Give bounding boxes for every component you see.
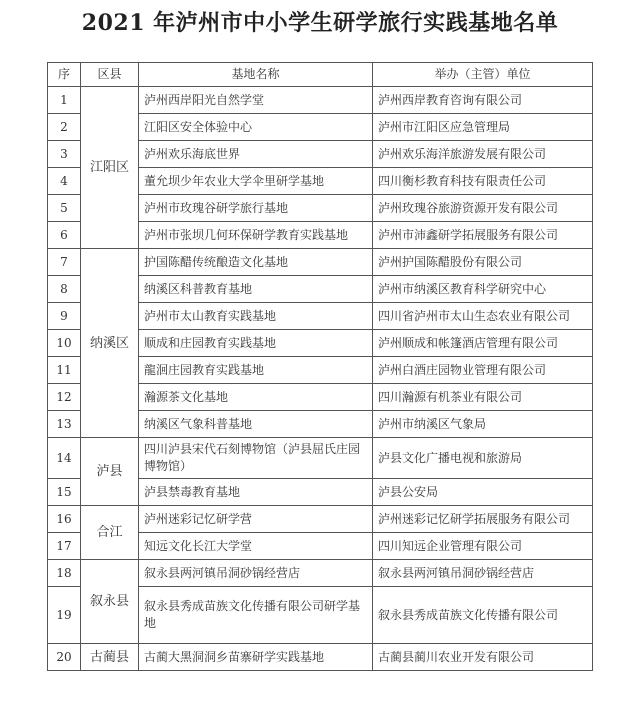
cell-district: 纳溪区 xyxy=(81,249,139,438)
cell-no: 14 xyxy=(48,438,81,479)
cell-base-name: 叙永县两河镇吊洞砂锅经营店 xyxy=(139,560,373,587)
cell-no: 6 xyxy=(48,222,81,249)
cell-organizer: 四川知远企业管理有限公司 xyxy=(373,533,593,560)
cell-organizer: 泸州护国陈醋股份有限公司 xyxy=(373,249,593,276)
cell-base-name: 泸州欢乐海底世界 xyxy=(139,141,373,168)
table-row xyxy=(48,249,593,276)
cell-organizer: 泸州市纳溪区气象局 xyxy=(373,411,593,438)
cell-district: 古蔺县 xyxy=(81,644,139,671)
table-row xyxy=(48,644,593,671)
cell-district: 合江 xyxy=(81,506,139,560)
document-title: 2021 年泸州市中小学生研学旅行实践基地名单 xyxy=(81,10,559,36)
cell-organizer: 泸州白酒庄园物业管理有限公司 xyxy=(373,357,593,384)
cell-base-name: 古蔺大黑洞洞乡苗寨研学实践基地 xyxy=(139,644,373,671)
cell-no: 2 xyxy=(48,114,81,141)
cell-organizer: 泸州市纳溪区教育科学研究中心 xyxy=(373,276,593,303)
cell-organizer: 四川瀚源有机茶业有限公司 xyxy=(373,384,593,411)
cell-base-name: 泸州市太山教育实践基地 xyxy=(139,303,373,330)
cell-base-name: 顺成和庄园教育实践基地 xyxy=(139,330,373,357)
cell-organizer: 泸州迷彩记忆研学拓展服务有限公司 xyxy=(373,506,593,533)
cell-base-name: 泸州市张坝几何环保研学教育实践基地 xyxy=(139,222,373,249)
cell-organizer: 泸州欢乐海洋旅游发展有限公司 xyxy=(373,141,593,168)
cell-organizer: 泸州西岸教育咨询有限公司 xyxy=(373,87,593,114)
cell-base-name: 护国陈醋传统酿造文化基地 xyxy=(139,249,373,276)
cell-no: 13 xyxy=(48,411,81,438)
cell-base-name: 四川泸县宋代石刻博物馆（泸县屈氏庄园博物馆） xyxy=(139,438,373,479)
cell-organizer: 四川省泸州市太山生态农业有限公司 xyxy=(373,303,593,330)
cell-base-name: 董允坝少年农业大学伞里研学基地 xyxy=(139,168,373,195)
cell-no: 11 xyxy=(48,357,81,384)
cell-organizer: 泸州顺成和帐篷酒店管理有限公司 xyxy=(373,330,593,357)
cell-no: 5 xyxy=(48,195,81,222)
table-row xyxy=(48,560,593,587)
cell-no: 3 xyxy=(48,141,81,168)
cell-base-name: 泸州西岸阳光自然学堂 xyxy=(139,87,373,114)
header-no: 序 xyxy=(48,63,81,87)
header-base-name: 基地名称 xyxy=(139,63,373,87)
cell-organizer: 泸州玫瑰谷旅游资源开发有限公司 xyxy=(373,195,593,222)
cell-district: 叙永县 xyxy=(81,560,139,644)
base-list-table xyxy=(47,62,593,671)
cell-organizer: 泸州市江阳区应急管理局 xyxy=(373,114,593,141)
cell-base-name: 瀚源茶文化基地 xyxy=(139,384,373,411)
cell-organizer: 泸县文化广播电视和旅游局 xyxy=(373,438,593,479)
table-row xyxy=(48,438,593,479)
header-organizer: 举办（主管）单位 xyxy=(373,63,593,87)
cell-base-name: 泸州市玫瑰谷研学旅行基地 xyxy=(139,195,373,222)
cell-no: 1 xyxy=(48,87,81,114)
cell-organizer: 叙永县两河镇吊洞砂锅经营店 xyxy=(373,560,593,587)
cell-no: 8 xyxy=(48,276,81,303)
cell-base-name: 江阳区安全体验中心 xyxy=(139,114,373,141)
cell-no: 9 xyxy=(48,303,81,330)
cell-base-name: 泸县禁毒教育基地 xyxy=(139,479,373,506)
cell-organizer: 叙永县秀成苗族文化传播有限公司 xyxy=(373,587,593,644)
cell-no: 4 xyxy=(48,168,81,195)
cell-no: 16 xyxy=(48,506,81,533)
cell-no: 15 xyxy=(48,479,81,506)
cell-no: 17 xyxy=(48,533,81,560)
cell-base-name: 龍洄庄园教育实践基地 xyxy=(139,357,373,384)
cell-district: 泸县 xyxy=(81,438,139,506)
cell-base-name: 泸州迷彩记忆研学营 xyxy=(139,506,373,533)
cell-no: 19 xyxy=(48,587,81,644)
cell-organizer: 泸州市沛鑫研学拓展服务有限公司 xyxy=(373,222,593,249)
cell-base-name: 纳溪区气象科普基地 xyxy=(139,411,373,438)
cell-base-name: 叙永县秀成苗族文化传播有限公司研学基地 xyxy=(139,587,373,644)
cell-no: 20 xyxy=(48,644,81,671)
cell-organizer: 泸县公安局 xyxy=(373,479,593,506)
cell-organizer: 四川衡杉教育科技有限责任公司 xyxy=(373,168,593,195)
table-row xyxy=(48,506,593,533)
cell-no: 18 xyxy=(48,560,81,587)
cell-base-name: 纳溪区科普教育基地 xyxy=(139,276,373,303)
cell-no: 7 xyxy=(48,249,81,276)
table-row xyxy=(48,87,593,114)
header-district: 区县 xyxy=(81,63,139,87)
cell-organizer: 古蔺县蔺川农业开发有限公司 xyxy=(373,644,593,671)
cell-district: 江阳区 xyxy=(81,87,139,249)
cell-no: 12 xyxy=(48,384,81,411)
cell-base-name: 知远文化长江大学堂 xyxy=(139,533,373,560)
cell-no: 10 xyxy=(48,330,81,357)
table-header-row xyxy=(48,63,593,87)
